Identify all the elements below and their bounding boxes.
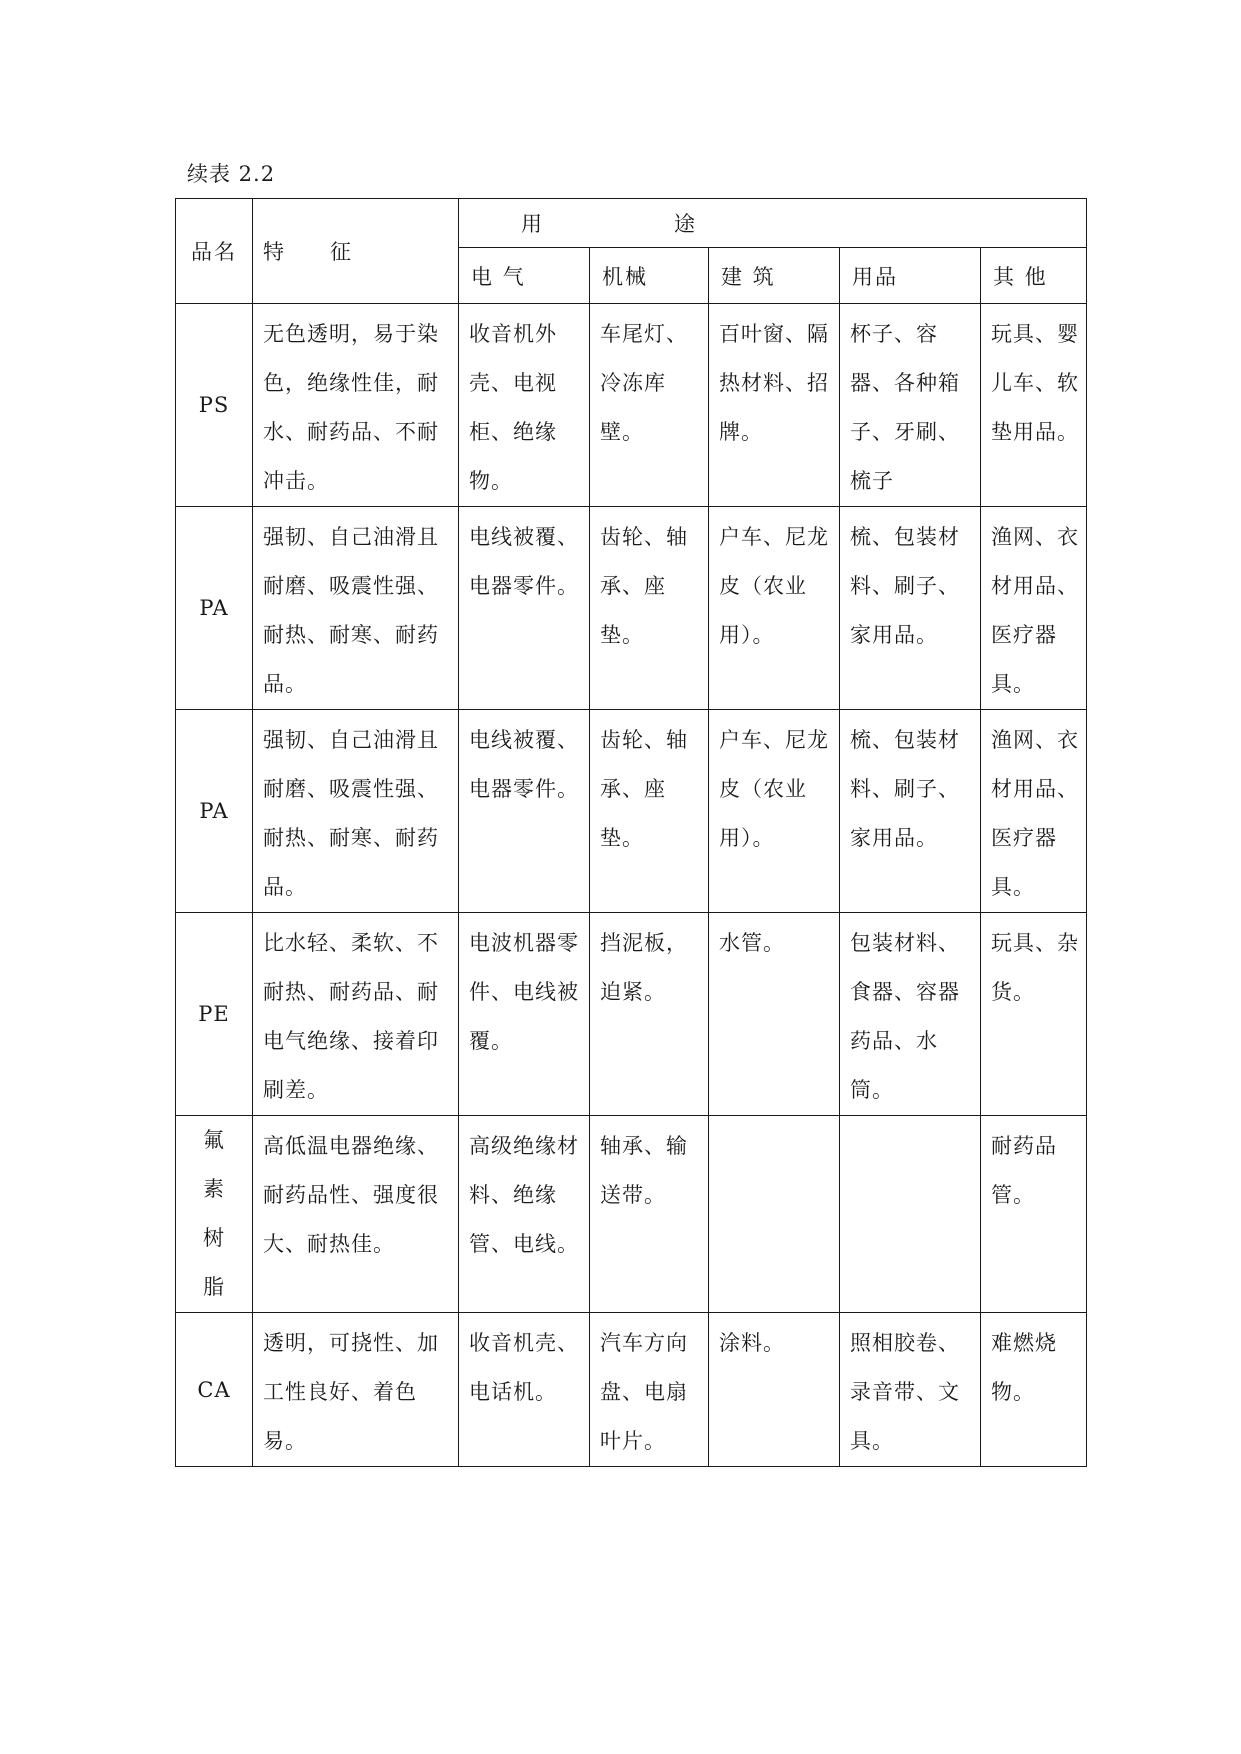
product-name: PE xyxy=(176,913,253,1116)
header-goods: 用品 xyxy=(840,248,981,304)
header-row-1 xyxy=(176,199,1087,248)
construction-cell: 户车、尼龙皮（农业用）。 xyxy=(709,507,840,710)
goods-cell: 梳、包装材料、刷子、家用品。 xyxy=(840,710,981,913)
table-caption: 续表 2.2 xyxy=(187,162,276,186)
header-features-part1: 特 xyxy=(263,240,286,264)
electrical-cell: 电线被覆、电器零件。 xyxy=(459,710,590,913)
product-name: PS xyxy=(176,304,253,507)
construction-cell: 百叶窗、隔热材料、招牌。 xyxy=(709,304,840,507)
construction-cell: 涂料。 xyxy=(709,1313,840,1467)
product-name-vertical: 氟素树脂 xyxy=(203,1128,225,1299)
mechanical-cell: 挡泥板，迫紧。 xyxy=(590,913,709,1116)
goods-cell: 包装材料、食器、容器药品、水筒。 xyxy=(840,913,981,1116)
table-row xyxy=(176,304,1087,507)
header-usage-part1: 用 xyxy=(521,212,544,236)
feature-cell: 比水轻、柔软、不耐热、耐药品、耐电气绝缘、接着印刷差。 xyxy=(253,913,459,1116)
other-cell: 渔网、衣材用品、医疗器具。 xyxy=(981,507,1087,710)
product-name: CA xyxy=(176,1313,253,1467)
other-cell: 渔网、衣材用品、医疗器具。 xyxy=(981,710,1087,913)
header-construction: 建 筑 xyxy=(709,248,840,304)
construction-cell xyxy=(709,1116,840,1313)
product-name: PA xyxy=(176,507,253,710)
mechanical-cell: 轴承、输送带。 xyxy=(590,1116,709,1313)
header-electrical: 电 气 xyxy=(459,248,590,304)
goods-cell: 照相胶卷、录音带、文具。 xyxy=(840,1313,981,1467)
mechanical-cell: 齿轮、轴承、座垫。 xyxy=(590,710,709,913)
construction-cell: 户车、尼龙皮（农业用）。 xyxy=(709,710,840,913)
plastics-usage-table xyxy=(175,198,1087,1467)
table-row xyxy=(176,1313,1087,1467)
other-cell: 玩具、杂货。 xyxy=(981,913,1087,1116)
header-product-name: 品名 xyxy=(176,199,253,304)
mechanical-cell: 车尾灯、冷冻库壁。 xyxy=(590,304,709,507)
mechanical-cell: 齿轮、轴承、座垫。 xyxy=(590,507,709,710)
electrical-cell: 收音机外壳、电视柜、绝缘物。 xyxy=(459,304,590,507)
header-features xyxy=(253,199,459,304)
electrical-cell: 收音机壳、电话机。 xyxy=(459,1313,590,1467)
table-row xyxy=(176,507,1087,710)
electrical-cell: 电波机器零件、电线被覆。 xyxy=(459,913,590,1116)
feature-cell: 高低温电器绝缘、耐药品性、强度很大、耐热佳。 xyxy=(253,1116,459,1313)
table-row xyxy=(176,710,1087,913)
other-cell: 玩具、婴儿车、软垫用品。 xyxy=(981,304,1087,507)
header-usage xyxy=(459,199,1087,248)
table-row xyxy=(176,1116,1087,1313)
feature-cell: 透明，可挠性、加工性良好、着色易。 xyxy=(253,1313,459,1467)
header-usage-part2: 途 xyxy=(674,212,697,236)
electrical-cell: 高级绝缘材料、绝缘管、电线。 xyxy=(459,1116,590,1313)
product-name xyxy=(176,1116,253,1313)
header-features-part2: 征 xyxy=(330,240,353,264)
construction-cell: 水管。 xyxy=(709,913,840,1116)
goods-cell xyxy=(840,1116,981,1313)
feature-cell: 无色透明，易于染色，绝缘性佳，耐水、耐药品、不耐冲击。 xyxy=(253,304,459,507)
product-name: PA xyxy=(176,710,253,913)
mechanical-cell: 汽车方向盘、电扇叶片。 xyxy=(590,1313,709,1467)
header-other: 其 他 xyxy=(981,248,1087,304)
table-row xyxy=(176,913,1087,1116)
goods-cell: 杯子、容器、各种箱子、牙刷、梳子 xyxy=(840,304,981,507)
feature-cell: 强韧、自己油滑且耐磨、吸震性强、耐热、耐寒、耐药品。 xyxy=(253,507,459,710)
header-mechanical: 机械 xyxy=(590,248,709,304)
feature-cell: 强韧、自己油滑且耐磨、吸震性强、耐热、耐寒、耐药品。 xyxy=(253,710,459,913)
electrical-cell: 电线被覆、电器零件。 xyxy=(459,507,590,710)
other-cell: 难燃烧物。 xyxy=(981,1313,1087,1467)
goods-cell: 梳、包装材料、刷子、家用品。 xyxy=(840,507,981,710)
other-cell: 耐药品管。 xyxy=(981,1116,1087,1313)
